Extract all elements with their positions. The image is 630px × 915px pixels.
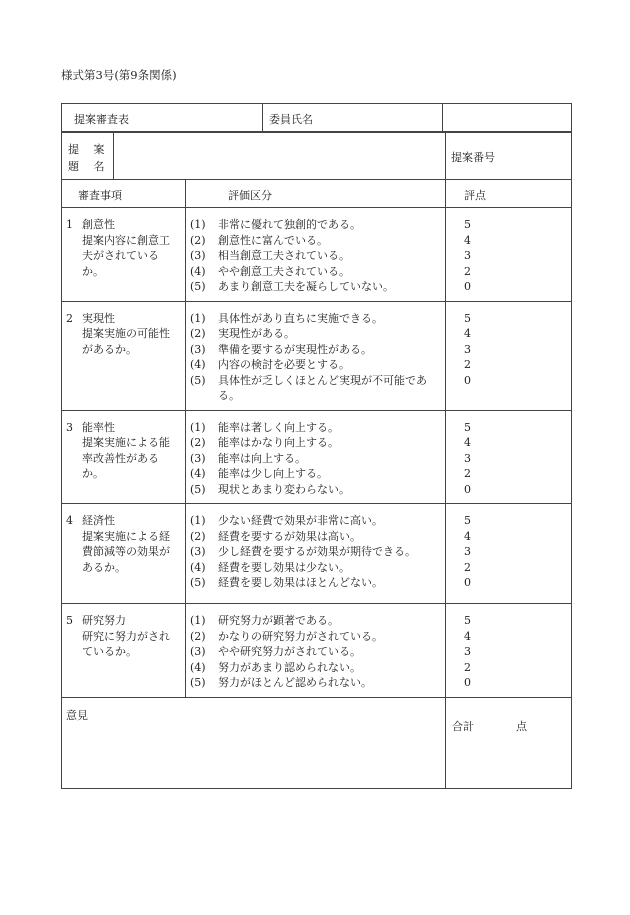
score-value: 4 bbox=[464, 233, 471, 247]
rating-option bbox=[190, 420, 441, 436]
column-header-row bbox=[62, 180, 572, 208]
score-value: 3 bbox=[464, 249, 471, 262]
criterion-row bbox=[62, 208, 572, 302]
opinion-field[interactable] bbox=[62, 697, 446, 788]
score-value: 4 bbox=[464, 327, 471, 340]
score-cell[interactable] bbox=[446, 504, 572, 604]
rating-option bbox=[190, 675, 441, 691]
rating-option bbox=[190, 575, 441, 591]
score-value: 5 bbox=[464, 514, 471, 527]
rating-option-number: (2) bbox=[190, 529, 206, 543]
form-title: 提案審査表 bbox=[74, 113, 129, 126]
criterion-row bbox=[62, 410, 572, 504]
criterion-description: 提案実施による経費節減等の効果があるか。 bbox=[82, 529, 170, 574]
rating-option-text: 創意性に富んでいる。 bbox=[218, 233, 328, 247]
rating-option-text: 研究努力が顕著である。 bbox=[218, 614, 339, 627]
rating-options-cell bbox=[186, 604, 446, 698]
score-value: 0 bbox=[464, 482, 471, 496]
rating-option-number: (1) bbox=[190, 311, 206, 325]
score-value: 2 bbox=[464, 467, 471, 480]
rating-option-text: やや創意工夫されている。 bbox=[218, 264, 350, 278]
score-value: 4 bbox=[464, 436, 471, 449]
rating-option-text: 能率は向上する。 bbox=[218, 451, 306, 465]
criterion-item-cell bbox=[62, 301, 186, 410]
rating-option-text: 相当創意工夫されている。 bbox=[218, 249, 350, 262]
rating-option-number: (3) bbox=[190, 645, 206, 658]
rating-option bbox=[190, 248, 441, 264]
score-value: 4 bbox=[464, 529, 471, 543]
rating-option-number: (1) bbox=[190, 420, 206, 434]
rating-option bbox=[190, 373, 441, 404]
rating-options-cell bbox=[186, 301, 446, 410]
rating-option-number: (5) bbox=[190, 576, 206, 589]
rating-option bbox=[190, 342, 441, 358]
score-value: 2 bbox=[464, 358, 471, 371]
criterion-number: 1 bbox=[66, 218, 73, 231]
criteria-rows bbox=[62, 208, 572, 698]
rating-option-text: 少ない経費で効果が非常に高い。 bbox=[218, 514, 383, 527]
rating-option-text: 能率は少し向上する。 bbox=[218, 467, 328, 480]
rating-option-number: (5) bbox=[190, 482, 206, 496]
rating-option-number: (2) bbox=[190, 327, 206, 340]
rating-options-cell bbox=[186, 504, 446, 604]
criterion-item-cell bbox=[62, 604, 186, 698]
rating-option-number: (3) bbox=[190, 545, 206, 558]
score-value: 3 bbox=[464, 451, 471, 465]
score-value: 2 bbox=[464, 660, 471, 674]
rating-option bbox=[190, 482, 441, 498]
criterion-row bbox=[62, 301, 572, 410]
score-value: 5 bbox=[464, 614, 471, 627]
member-name-label-cell bbox=[263, 104, 443, 132]
subject-field[interactable] bbox=[114, 133, 446, 180]
rating-option-number: (5) bbox=[190, 373, 206, 387]
rating-option-number: (4) bbox=[190, 264, 206, 278]
rating-option-text: 努力がほとんど認められない。 bbox=[218, 676, 372, 689]
criterion-number: 5 bbox=[66, 614, 73, 627]
criterion-name: 研究努力 bbox=[82, 614, 126, 627]
rating-option bbox=[190, 529, 441, 545]
score-cell[interactable] bbox=[446, 604, 572, 698]
rating-option-text: 経費を要し効果は少ない。 bbox=[218, 560, 350, 574]
criterion-number: 3 bbox=[66, 420, 73, 434]
rating-option-text: かなりの研究努力がされている。 bbox=[218, 629, 383, 643]
member-name-label: 委員氏名 bbox=[269, 113, 313, 126]
form-title-cell bbox=[62, 104, 263, 132]
score-value: 0 bbox=[464, 576, 471, 589]
criterion-item-cell bbox=[62, 504, 186, 604]
rating-option-text: 準備を要するが実現性がある。 bbox=[218, 342, 372, 356]
rating-option-text: 内容の検討を必要とする。 bbox=[218, 358, 350, 371]
rating-option-text: 能率は著しく向上する。 bbox=[218, 420, 339, 434]
criterion-row bbox=[62, 504, 572, 604]
score-value: 3 bbox=[464, 545, 471, 558]
criterion-description: 研究に努力がされているか。 bbox=[82, 629, 170, 658]
score-value: 0 bbox=[464, 373, 471, 387]
rating-option bbox=[190, 629, 441, 645]
rating-option bbox=[190, 466, 441, 482]
score-value: 2 bbox=[464, 264, 471, 278]
score-value: 2 bbox=[464, 560, 471, 574]
rating-option bbox=[190, 311, 441, 327]
rating-option bbox=[190, 660, 441, 676]
score-value: 0 bbox=[464, 280, 471, 293]
rating-option bbox=[190, 613, 441, 629]
subject-label-line2: 題 名 bbox=[68, 160, 105, 173]
criterion-description: 提案実施の可能性があるか。 bbox=[82, 327, 170, 356]
rating-option-number: (1) bbox=[190, 514, 206, 527]
rating-option-text: 現状とあまり変わらない。 bbox=[218, 482, 350, 496]
rating-option bbox=[190, 451, 441, 467]
member-name-field[interactable] bbox=[443, 104, 572, 132]
rating-option bbox=[190, 357, 441, 373]
rating-option-number: (3) bbox=[190, 249, 206, 262]
opinion-label: 意見 bbox=[66, 708, 88, 722]
criterion-name: 創意性 bbox=[82, 218, 115, 231]
rating-option-text: 経費を要し効果はほとんどない。 bbox=[218, 576, 383, 589]
rating-options-cell bbox=[186, 208, 446, 302]
criterion-row bbox=[62, 604, 572, 698]
rating-option-number: (5) bbox=[190, 676, 206, 689]
rating-option-number: (1) bbox=[190, 218, 206, 231]
rating-option-number: (2) bbox=[190, 233, 206, 247]
rating-option-text: 具体性が乏しくほとんど実現が不可能である。 bbox=[218, 373, 427, 402]
rating-option-number: (1) bbox=[190, 614, 206, 627]
criterion-item-cell bbox=[62, 410, 186, 504]
rating-option-text: やや研究努力がされている。 bbox=[218, 645, 361, 658]
rating-option-number: (3) bbox=[190, 451, 206, 465]
criterion-item-cell bbox=[62, 208, 186, 302]
rating-option bbox=[190, 264, 441, 280]
rating-option bbox=[190, 560, 441, 576]
score-value: 4 bbox=[464, 629, 471, 643]
score-cell[interactable] bbox=[446, 301, 572, 410]
score-cell[interactable] bbox=[446, 208, 572, 302]
column-header-rating: 評価区分 bbox=[228, 189, 272, 202]
score-value: 3 bbox=[464, 342, 471, 356]
score-value: 5 bbox=[464, 311, 471, 325]
rating-option-text: 努力があまり認められない。 bbox=[218, 660, 361, 674]
score-value: 5 bbox=[464, 420, 471, 434]
criterion-description: 提案実施による能率改善性があるか。 bbox=[82, 436, 170, 480]
rating-option-number: (4) bbox=[190, 660, 206, 674]
total-cell[interactable] bbox=[446, 697, 572, 788]
criterion-number: 4 bbox=[66, 514, 73, 527]
rating-option bbox=[190, 233, 441, 249]
rating-option bbox=[190, 644, 441, 660]
rating-option-text: 少し経費を要するが効果が期待できる。 bbox=[218, 545, 416, 558]
criterion-name: 経済性 bbox=[82, 514, 115, 527]
review-table bbox=[61, 132, 572, 789]
score-cell[interactable] bbox=[446, 410, 572, 504]
subject-label-cell bbox=[62, 133, 114, 180]
proposal-number-cell[interactable] bbox=[446, 133, 572, 180]
rating-option-number: (2) bbox=[190, 629, 206, 643]
criterion-name: 実現性 bbox=[82, 311, 115, 325]
rating-option-number: (4) bbox=[190, 467, 206, 480]
score-value: 0 bbox=[464, 676, 471, 689]
subject-label-line1: 提 案 bbox=[68, 143, 105, 156]
criterion-name: 能率性 bbox=[82, 420, 115, 434]
total-label: 合計 bbox=[452, 719, 474, 733]
rating-option-number: (4) bbox=[190, 560, 206, 574]
rating-option-text: あまり創意工夫を凝らしていない。 bbox=[218, 280, 394, 293]
rating-option-number: (5) bbox=[190, 280, 206, 293]
header-table bbox=[61, 103, 572, 132]
criterion-description: 提案内容に創意工夫がされているか。 bbox=[82, 233, 170, 278]
rating-option-text: 具体性があり直ちに実施できる。 bbox=[218, 311, 383, 325]
column-header-score: 評点 bbox=[464, 189, 486, 202]
rating-option-text: 実現性がある。 bbox=[218, 327, 295, 340]
rating-option-text: 経費を要するが効果は高い。 bbox=[218, 529, 361, 543]
rating-option bbox=[190, 217, 441, 233]
criterion-number: 2 bbox=[66, 311, 73, 325]
score-value: 3 bbox=[464, 645, 471, 658]
rating-options-cell bbox=[186, 410, 446, 504]
form-number: 様式第3号(第9条関係) bbox=[61, 68, 177, 82]
rating-option bbox=[190, 435, 441, 451]
rating-option bbox=[190, 513, 441, 529]
rating-option-number: (4) bbox=[190, 358, 206, 371]
rating-option-number: (3) bbox=[190, 342, 206, 356]
proposal-number-label: 提案番号 bbox=[451, 151, 495, 164]
total-unit: 点 bbox=[516, 719, 527, 733]
rating-option bbox=[190, 326, 441, 342]
column-header-item: 審査事項 bbox=[78, 189, 122, 202]
rating-option-text: 非常に優れて独創的である。 bbox=[218, 218, 361, 231]
rating-option-text: 能率はかなり向上する。 bbox=[218, 436, 339, 449]
rating-option-number: (2) bbox=[190, 436, 206, 449]
score-value: 5 bbox=[464, 218, 471, 231]
rating-option bbox=[190, 544, 441, 560]
rating-option bbox=[190, 279, 441, 295]
